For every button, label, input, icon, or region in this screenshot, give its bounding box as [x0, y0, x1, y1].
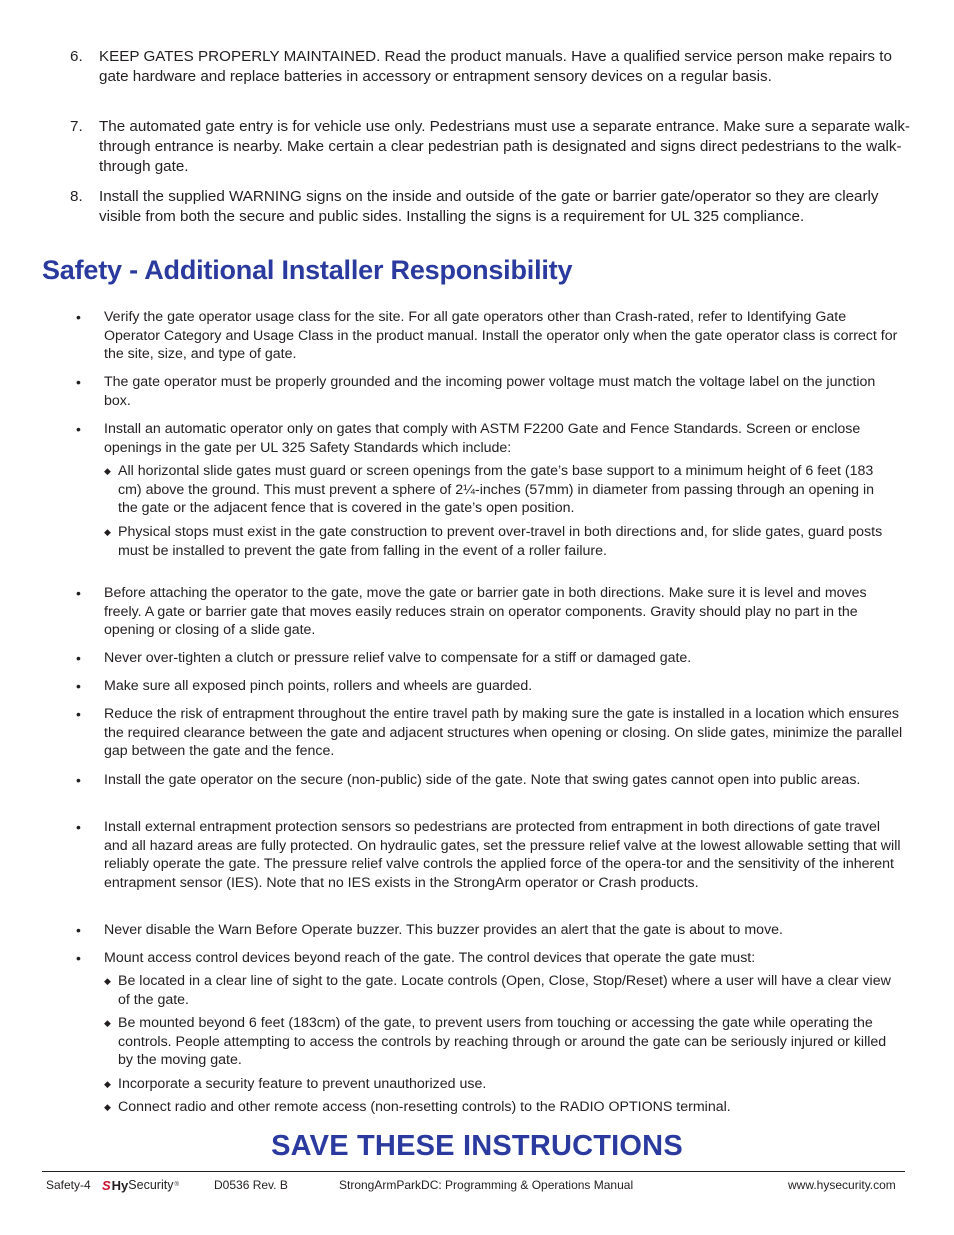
diamond-bullet-icon: ◆ — [104, 976, 111, 986]
bullet-icon: • — [76, 421, 81, 437]
bullet-text: Never over-tighten a clutch or pressure relief valve to compensate for a stiff or damaged gate. — [104, 650, 692, 666]
sub-bullet-text: Physical stops must exist in the gate construction to prevent over-travel in both directions and, for slide gates, guard posts must be installed to prevent the gate from falling in the event of a roller failure. — [118, 524, 883, 559]
bullet-text: Install an automatic operator only on gates that comply with ASTM F2200 Gate and Fence Standards. Screen or enclose openings in the gate per UL 325 Safety Standards which include: — [104, 421, 861, 456]
sub-bullet-text: Be located in a clear line of sight to the gate. Locate controls (Open, Close, Stop/Reset) where a user will have a clear view of the gate. — [118, 973, 891, 1008]
sub-bullet-item — [104, 972, 894, 1009]
sub-bullet-text: Be mounted beyond 6 feet (183cm) of the gate, to prevent users from touching or accessing the gate while operating the controls. People attempting to access the controls by reaching through or around the gate can be seriously injured or killed by the moving gate. — [118, 1015, 887, 1069]
bullet-text: The gate operator must be properly grounded and the incoming power voltage must match the voltage label on the junction box. — [104, 374, 876, 409]
item-text: KEEP GATES PROPERLY MAINTAINED. Read the product manuals. Have a qualified service person make repairs to gate hardware and replace batteries in accessory or entrapment sensory devices on a regular basis. — [99, 48, 892, 85]
bullet-item — [76, 771, 906, 790]
sub-bullet-item — [104, 1075, 894, 1094]
sub-bullet-text: All horizontal slide gates must guard or screen openings from the gate’s base support to a minimum height of 6 feet (183 cm) above the ground. This must prevent a sphere of 2¼-inches (57mm) in diameter from passing through an opening in the gate or the adjacent fence that is covered in the gate’s open position. — [118, 463, 875, 517]
footer-manual-title: StrongArmParkDC: Programming & Operations Manual — [339, 1178, 634, 1192]
bullet-icon: • — [76, 650, 81, 666]
diamond-bullet-icon: ◆ — [104, 1079, 111, 1089]
bullet-item — [76, 420, 906, 457]
bullet-icon: • — [76, 374, 81, 390]
item-number: 8. — [70, 188, 83, 205]
logo-trademark: ® — [174, 1182, 179, 1188]
logo-security: Security — [128, 1178, 174, 1192]
bullet-item — [76, 705, 906, 761]
sub-bullet-item — [104, 462, 894, 518]
diamond-bullet-icon: ◆ — [104, 527, 111, 537]
bullet-item — [76, 677, 906, 696]
bullet-text: Make sure all exposed pinch points, rollers and wheels are guarded. — [104, 678, 533, 694]
logo-hy: Hy — [111, 1177, 129, 1193]
bullet-item — [76, 584, 906, 640]
bullet-icon: • — [76, 819, 81, 835]
bullet-item — [76, 818, 906, 892]
diamond-bullet-icon: ◆ — [104, 466, 111, 476]
save-instructions-heading: SAVE THESE INSTRUCTIONS — [271, 1130, 683, 1162]
logo-mark-icon: S — [102, 1177, 109, 1193]
bullet-icon: • — [76, 585, 81, 601]
bullet-icon: • — [76, 706, 81, 722]
bullet-text: Before attaching the operator to the gate, move the gate or barrier gate in both directions. Make sure it is level and moves freely. A gate or barrier gate that moves easily reduces strain on operator components. Gravity should play no part in the opening or closing of a slide gate. — [104, 585, 867, 639]
item-text: The automated gate entry is for vehicle use only. Pedestrians must use a separate entrance. Make sure a separate walk-through entrance is nearby. Make certain a clear pedestrian path is designated and signs direct pedestrians to the walk-through gate. — [99, 118, 910, 175]
hysecurity-logo — [102, 1177, 179, 1193]
sub-bullet-text: Incorporate a security feature to prevent unauthorized use. — [118, 1076, 487, 1092]
bullet-text: Reduce the risk of entrapment throughout the entire travel path by making sure the gate is installed in a location which ensures the required clearance between the gate and adjacent structures when opening or closing. On slide gates, minimize the parallel gap between the gate and the fence. — [104, 706, 903, 760]
bullet-icon: • — [76, 950, 81, 966]
bullet-icon: • — [76, 922, 81, 938]
diamond-bullet-icon: ◆ — [104, 1102, 111, 1112]
bullet-text: Verify the gate operator usage class for the site. For all gate operators other than Crash-rated, refer to Identifying Gate Operator Category and Usage Class in the product manual. Install the operator only when the gate operator class is correct for the site, size, and type of gate. — [104, 309, 898, 363]
bullet-item — [76, 949, 906, 968]
sub-bullet-item — [104, 1014, 894, 1070]
bullet-text: Mount access control devices beyond reach of the gate. The control devices that operate the gate must: — [104, 950, 756, 966]
sub-bullet-text: Connect radio and other remote access (non-resetting controls) to the RADIO OPTIONS terminal. — [118, 1099, 731, 1115]
footer-divider — [42, 1171, 905, 1172]
diamond-bullet-icon: ◆ — [104, 1018, 111, 1028]
sub-bullet-item — [104, 1098, 894, 1117]
footer-website-link[interactable]: www.hysecurity.com — [788, 1178, 896, 1192]
item-number: 7. — [70, 118, 83, 135]
bullet-icon: • — [76, 309, 81, 325]
item-text: Install the supplied WARNING signs on the inside and outside of the gate or barrier gate/operator so they are clearly visible from both the secure and public sides. Installing the signs is a requirement for UL 325 compliance. — [99, 188, 879, 225]
numbered-item-8 — [70, 187, 910, 227]
bullet-item — [76, 373, 906, 410]
footer-doc-number: D0536 Rev. B — [214, 1178, 288, 1192]
bullet-item — [76, 921, 906, 940]
bullet-item — [76, 649, 906, 668]
numbered-item-7 — [70, 117, 910, 177]
bullet-text: Install the gate operator on the secure (non-public) side of the gate. Note that swing gates cannot open into public areas. — [104, 772, 861, 788]
bullet-icon: • — [76, 678, 81, 694]
sub-bullet-item — [104, 523, 894, 560]
item-number: 6. — [70, 48, 83, 65]
bullet-text: Install external entrapment protection sensors so pedestrians are protected from entrapment in both directions of gate travel and all hazard areas are fully protected. On hydraulic gates, set the pressure relief valve at the lowest allowable setting that will reliably operate the gate. The pressure relief valve controls the applied force of the opera-tor and the sensitivity of the inherent entrapment sensor (IES). Note that no IES exists in the StrongArm operator or Crash products. — [104, 819, 901, 891]
footer-page-label: Safety-4 — [46, 1178, 91, 1192]
bullet-item — [76, 308, 906, 364]
bullet-icon: • — [76, 772, 81, 788]
section-heading: Safety - Additional Installer Responsibility — [42, 255, 573, 285]
numbered-item-6 — [70, 47, 910, 87]
bullet-text: Never disable the Warn Before Operate buzzer. This buzzer provides an alert that the gate is about to move. — [104, 922, 784, 938]
